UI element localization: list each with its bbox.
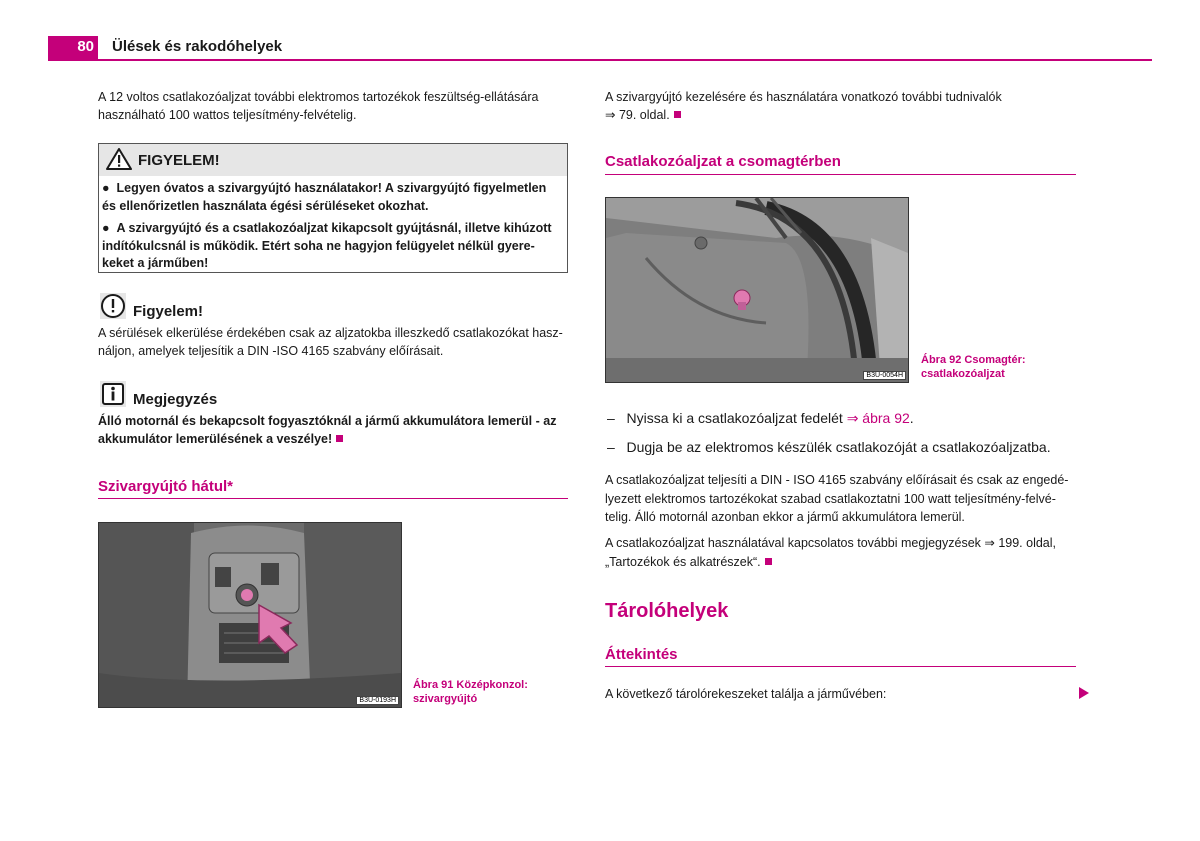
- chapter-title-storage: Tárolóhelyek: [605, 600, 729, 622]
- note-text: Álló motornál és bekapcsolt fogyasztóknál a jármű akkumulátora lemerül - az akkumulátor lemerülésének a veszélye!: [98, 414, 557, 446]
- page-reference-link[interactable]: ⇒ 79. oldal.: [605, 108, 670, 122]
- intro-line: használható 100 wattos teljesítmény-felvételig.: [98, 108, 357, 122]
- end-mark-icon: [674, 111, 681, 118]
- figure-reference-link[interactable]: ⇒ ábra 92: [846, 410, 910, 426]
- section-rule: [98, 498, 568, 499]
- step-item: – Nyissa ki a csatlakozóaljzat fedelét ⇒ ábra 92.: [607, 410, 914, 426]
- overview-text: A következő tárolórekeszeket találja a járművében:: [605, 687, 887, 701]
- section-title-overview: Áttekintés: [605, 646, 678, 663]
- intro-line: A 12 voltos csatlakozóaljzat további elektromos tartozékok feszültség-ellátására: [98, 90, 539, 104]
- center-console-illustration: [99, 523, 401, 707]
- figure-code: B3U-0193H: [356, 696, 399, 705]
- figure-trunk: [605, 197, 909, 383]
- next-page-arrow-icon[interactable]: [1078, 686, 1090, 700]
- section-rule: [605, 666, 1076, 667]
- bullet-icon: ●: [102, 181, 117, 195]
- step-item: – Dugja be az elektromos készülék csatlakozóját a csatlakozóaljzatba.: [607, 439, 1051, 455]
- figure-caption-91: Ábra 91 Középkonzol: szivargyújtó: [413, 679, 528, 705]
- caution-exclamation-icon: [99, 292, 127, 320]
- page-reference-link[interactable]: A csatlakozóaljzat használatával kapcsolatos további megjegyzések ⇒ 199. oldal,: [605, 536, 1057, 550]
- warning-item: ● Legyen óvatos a szivargyújtó használatakor! A szivargyújtó figyelmetlen és ellenőrizetlen használata égési sérüléseket okozhat.: [102, 181, 547, 213]
- socket-paragraph-2: A csatlakozóaljzat használatával kapcsolatos további megjegyzések ⇒ 199. oldal, „Tartozékok és alkatrészek“.: [605, 536, 1057, 569]
- figure-center-console: [98, 522, 402, 708]
- caution-title: Figyelem!: [133, 303, 204, 320]
- right-intro: A szivargyújtó kezelésére és használatára vonatkozó további tudnivalók ⇒ 79. oldal.: [605, 90, 1002, 122]
- running-header-title: Ülések és rakodóhelyek: [112, 38, 283, 55]
- section-title-trunk-socket: Csatlakozóaljzat a csomagtérben: [605, 153, 841, 170]
- warning-title: FIGYELEM!: [138, 152, 220, 169]
- info-note-icon: [99, 380, 127, 408]
- caution-text: A sérülések elkerülése érdekében csak az aljzatokba illeszkedő csatlakozókat hasz- náljon, amelyek teljesítik a DIN -ISO 4165 szabvány előírásait.: [98, 326, 563, 358]
- header-rule: [48, 59, 1152, 61]
- left-intro: [98, 88, 539, 124]
- figure-caption-92: Ábra 92 Csomagtér: csatlakozóaljzat: [921, 354, 1026, 380]
- section-rule: [605, 174, 1076, 175]
- end-mark-icon: [765, 558, 772, 565]
- warning-triangle-icon: [106, 147, 132, 171]
- figure-code: B3U-0054H: [863, 371, 906, 380]
- note-title: Megjegyzés: [133, 391, 218, 408]
- trunk-illustration: [606, 198, 908, 382]
- bullet-icon: ●: [102, 221, 117, 235]
- warning-item: ● A szivargyújtó és a csatlakozóaljzat kikapcsolt gyújtásnál, illetve kihúzott indítókulcsnál is működik. Etért soha ne hagyjon felügyelet nélkül gyere- keket a járműben!: [102, 221, 552, 270]
- page-number: 80: [77, 38, 94, 55]
- end-mark-icon: [336, 435, 343, 442]
- section-title-rear-lighter: Szivargyújtó hátul*: [98, 478, 234, 495]
- socket-paragraph-1: A csatlakozóaljzat teljesíti a DIN - ISO 4165 szabvány előírásait és csak az engedé- lyezett elektromos tartozékokat szabad csatlakoztatni 100 watt teljesítmény-felvé- telig. Álló motornál azonban ekkor a jármű akkumulátora lemerül.: [605, 473, 1069, 524]
